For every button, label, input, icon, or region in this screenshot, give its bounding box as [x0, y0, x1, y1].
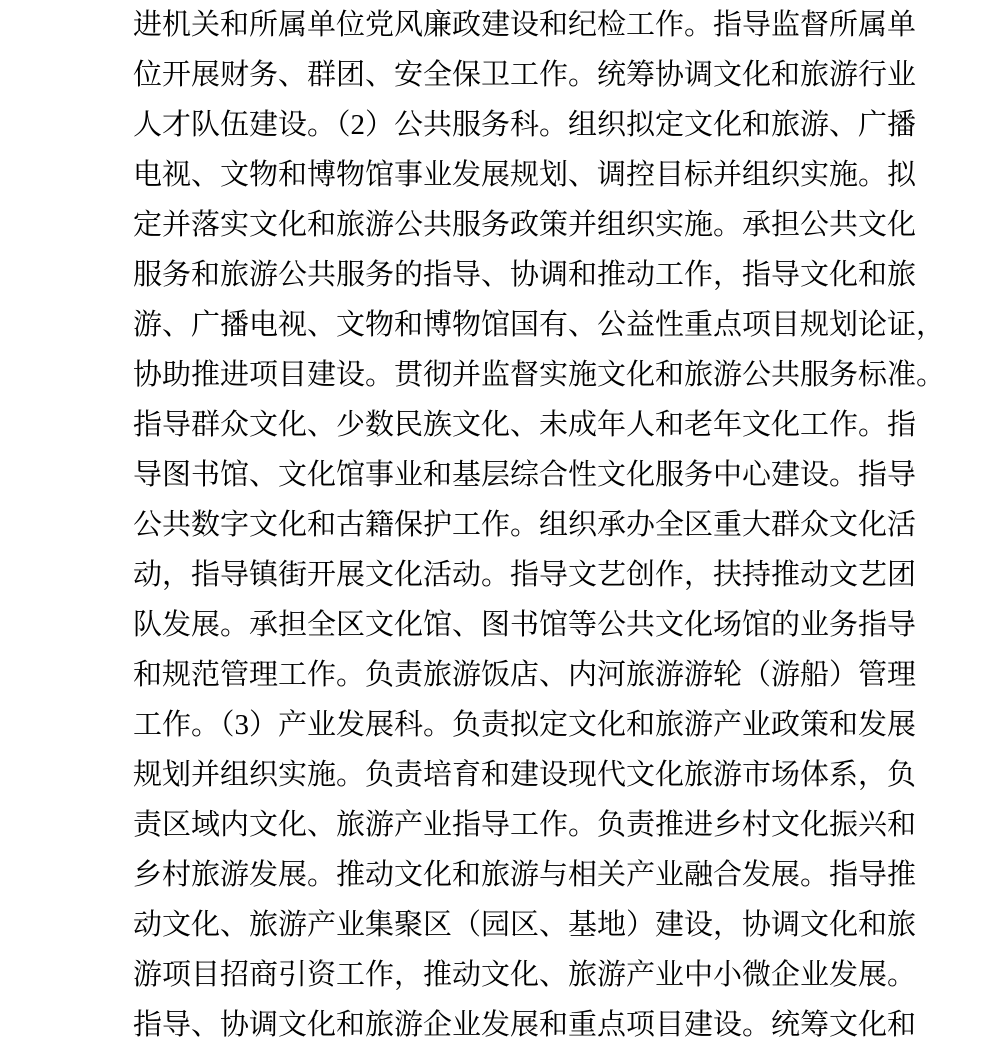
text-line: 和规范管理工作。负责旅游饭店、内河旅游游轮（游船）管理	[133, 659, 917, 691]
text-line: 指导、协调文化和旅游企业发展和重点项目建设。统筹文化和	[133, 1009, 917, 1041]
text-line: 导图书馆、文化馆事业和基层综合性文化服务中心建设。指导	[133, 459, 917, 491]
text-line: 队发展。承担全区文化馆、图书馆等公共文化场馆的业务指导	[133, 609, 917, 641]
text-line: 定并落实文化和旅游公共服务政策并组织实施。承担公共文化	[133, 209, 917, 241]
text-line: 乡村旅游发展。推动文化和旅游与相关产业融合发展。指导推	[133, 859, 917, 891]
text-line: 位开展财务、群团、安全保卫工作。统筹协调文化和旅游行业	[133, 59, 917, 91]
text-line: 进机关和所属单位党风廉政建设和纪检工作。指导监督所属单	[133, 9, 917, 41]
text-line: 协助推进项目建设。贯彻并监督实施文化和旅游公共服务标准。	[133, 359, 946, 391]
text-line: 动，指导镇街开展文化活动。指导文艺创作，扶持推动文艺团	[133, 559, 917, 591]
text-line: 游项目招商引资工作，推动文化、旅游产业中小微企业发展。	[133, 959, 917, 991]
text-line: 人才队伍建设。（2）公共服务科。组织拟定文化和旅游、广播	[133, 109, 917, 141]
text-line: 责区域内文化、旅游产业指导工作。负责推进乡村文化振兴和	[133, 809, 917, 841]
text-line: 服务和旅游公共服务的指导、协调和推动工作，指导文化和旅	[133, 259, 917, 291]
text-line: 规划并组织实施。负责培育和建设现代文化旅游市场体系，负	[133, 759, 917, 791]
text-line: 工作。（3）产业发展科。负责拟定文化和旅游产业政策和发展	[133, 709, 917, 741]
text-line: 公共数字文化和古籍保护工作。组织承办全区重大群众文化活	[133, 509, 917, 541]
text-line: 指导群众文化、少数民族文化、未成年人和老年文化工作。指	[133, 409, 917, 441]
document-text	[133, 0, 946, 1050]
text-line: 电视、文物和博物馆事业发展规划、调控目标并组织实施。拟	[133, 159, 917, 191]
text-line: 游、广播电视、文物和博物馆国有、公益性重点项目规划论证，	[133, 309, 946, 341]
text-line: 动文化、旅游产业集聚区（园区、基地）建设，协调文化和旅	[133, 909, 917, 941]
